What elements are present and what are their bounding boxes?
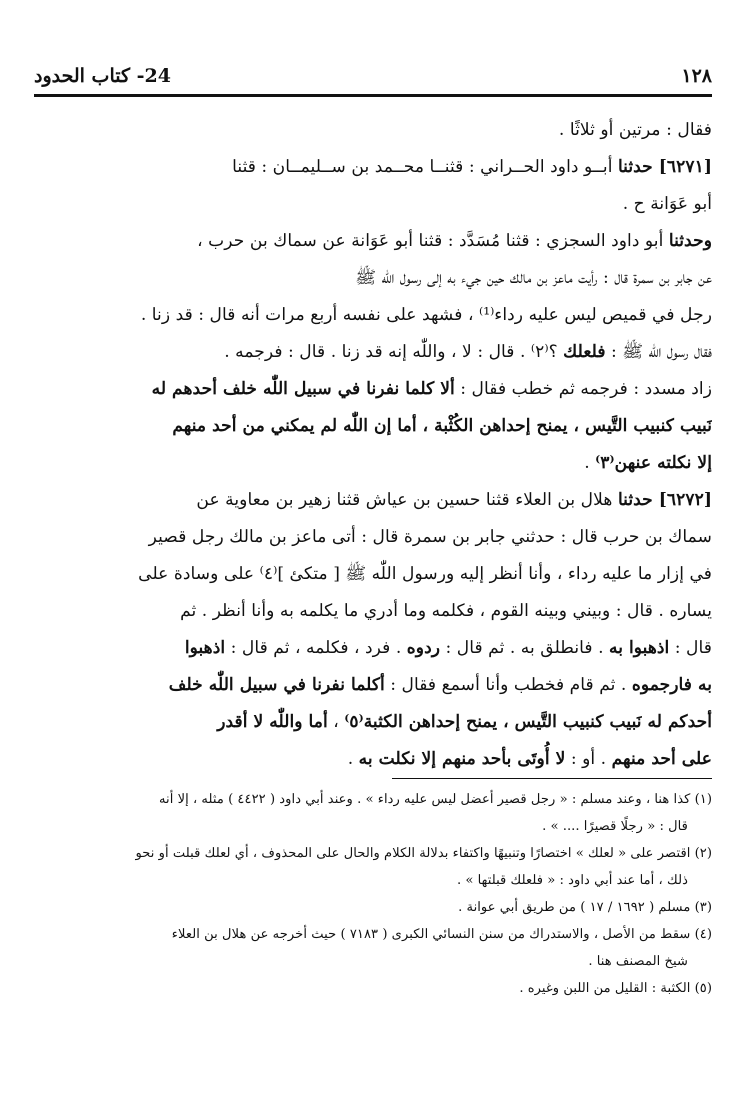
text-line: فقال : مرتين أو ثلاثًا . (558, 120, 712, 140)
text-line: على أحد منهم . أو : لا أُوتَى بأحد منهم إلا نكلت به . (347, 749, 712, 769)
footnote-separator (392, 778, 712, 779)
text-line: عن جابر بن سمرة قال : رأيت ماعز بن مالك حين جيء به إلى رسول اللّٰه ﷺ (355, 268, 712, 288)
text-line: نَبيب كنبيب التَّيس ، يمنح إحداهن الكُثْبة ، أما إن اللّٰه لم يمكني من أحد منهم (172, 416, 712, 436)
footnote-4: (٤) سقط من الأصل ، والاستدراك من سنن النسائي الكبرى ( ٧١٨٣ ) حيث أخرجه عن هلال بن العلاء (171, 927, 712, 942)
text-line: قال : اذهبوا به . فانطلق به . ثم قال : ردوه . فرد ، فكلمه ، ثم قال : اذهبوا (184, 638, 712, 658)
text-line: زاد مسدد : فرجمه ثم خطب فقال : ألا كلما نفرنا في سبيل اللّٰه خلف أحدهم له (151, 379, 712, 399)
footnote-3: (٣) مسلم ( ١٦٩٢ / ١٧ ) من طريق أبي عوانة . (458, 900, 712, 915)
footnote-5: (٥) الكثبة : القليل من اللبن وغيره . (519, 981, 712, 996)
hadith-6271-heading: [٦٢٧١] حدثنا أبــو داود الحــراني : قثنــا محــمد بن ســليمــان : قثنا (232, 157, 712, 177)
text-line: يساره . قال : وبيني وبينه القوم ، فكلمه وما أدري ما يكلمه به وأنا أنظر . ثم (180, 601, 712, 621)
text-line: في إزار ما عليه رداء ، وأنا أنظر إليه ورسول اللّٰه ﷺ [ متكئ ]⁽٤⁾ على وسادة على (138, 564, 712, 584)
text-line: وحدثنا أبو داود السجزي : قثنا مُسَدَّد : قثنا أبو عَوَانة عن سماك بن حرب ، (197, 231, 712, 251)
text-line: به فارجموه . ثم قام فخطب وأنا أسمع فقال : أكلما نفرنا في سبيل اللّٰه خلف (168, 675, 712, 695)
text-line: أبو عَوَانة ح . (622, 194, 712, 214)
footnote-4-cont: شيخ المصنف هنا . (588, 954, 688, 969)
text-line: سماك بن حرب قال : حدثني جابر بن سمرة قال : أتى ماعز بن مالك رجل قصير (148, 527, 712, 547)
text-line: رجل في قميص ليس عليه رداء⁽¹⁾ ، فشهد على نفسه أربع مرات أنه قال : قد زنا . (140, 305, 712, 325)
page-header (34, 58, 712, 97)
footnotes (30, 786, 712, 1002)
footnote-2: (٢) اقتصر على « لعلك » اختصارًا وتنبيهًا واكتفاء بدلالة الكلام والحال على المحذوف ، أي لعلك قبلت أو نحو (135, 846, 712, 861)
footnote-1-cont: قال : « رجلًا قصيرًا .... » . (542, 819, 688, 834)
text-line: فقال رسول اللّٰه ﷺ : فلعلك ؟⁽٢⁾ . قال : لا ، واللّٰه إنه قد زنا . قال : فرجمه . (224, 342, 712, 362)
page-number: ١٢٨ (681, 65, 712, 87)
footnote-2-cont: ذلك ، أما عند أبي داود : « فلعلك قبلتها » . (456, 873, 688, 888)
main-text (30, 112, 712, 778)
hadith-6272-heading: [٦٢٧٢] حدثنا هلال بن العلاء قثنا حسين بن عياش قثنا زهير بن معاوية عن (196, 490, 712, 510)
text-line: أحدكم له نَبيب كنبيب التَّيس ، يمنح إحداهن الكثبة⁽٥⁾ ، أما واللّٰه لا أقدر (217, 712, 712, 732)
text-line: إلا نكلته عنهن⁽٣⁾ . (584, 453, 712, 473)
chapter-title: 24- كتاب الحدود (34, 65, 171, 87)
footnote-1: (١) كذا هنا ، وعند مسلم : « رجل قصير أعضل ليس عليه رداء » . وعند أبي داود ( ٤٤٢٢ ) مثله ، إلا أنه (158, 792, 712, 807)
